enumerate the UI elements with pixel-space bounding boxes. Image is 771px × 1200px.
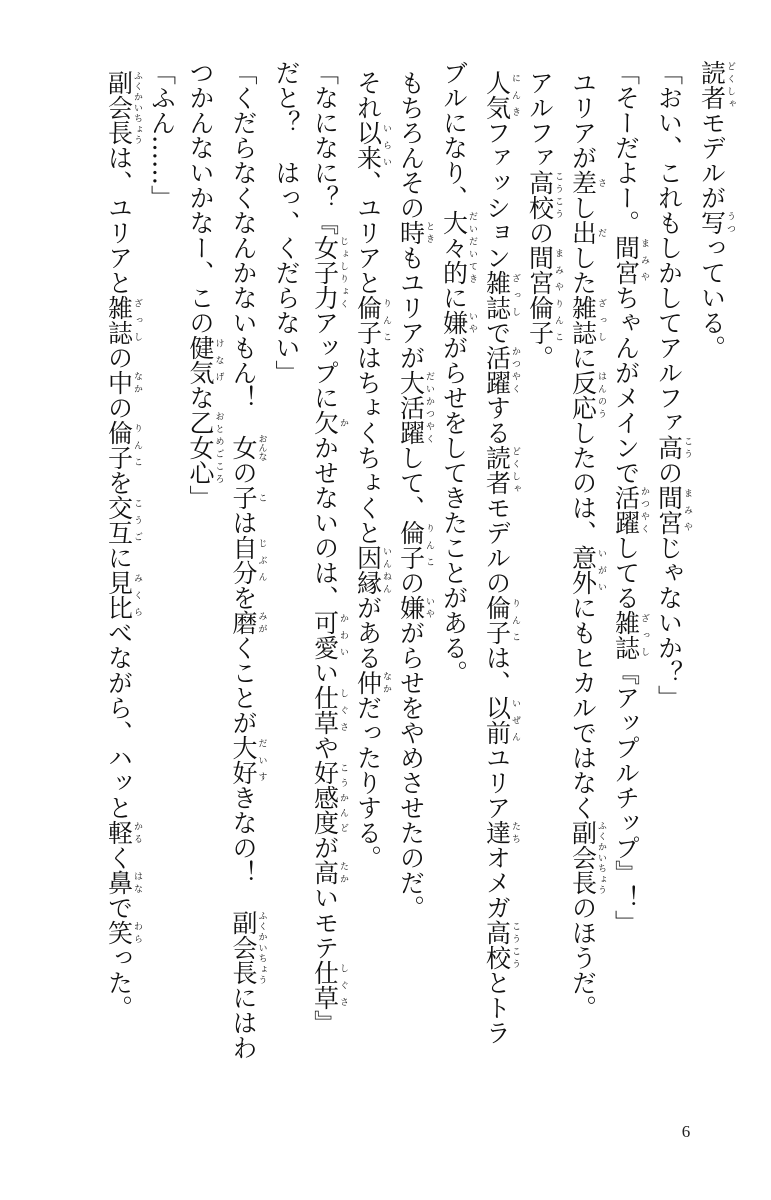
ruby-base: 可愛: [310, 610, 340, 660]
text-run: つかんないかなー、この: [186, 60, 215, 335]
text-run: とトラ: [482, 970, 512, 1045]
text-run: したのは、: [568, 420, 598, 545]
text-run: した: [568, 245, 598, 295]
text-run: 「おい、これもしかしてアルファ: [654, 60, 684, 435]
ruby-reading: りんこ: [510, 595, 520, 645]
text-line: [99, 60, 142, 1080]
ruby-word: [104, 820, 142, 845]
text-run: のほうだ。: [568, 895, 598, 1020]
text-run: 』: [310, 1010, 340, 1035]
text-run: じゃないか？」: [654, 535, 684, 710]
ruby-reading: こうかんど: [338, 760, 348, 835]
ruby-base: 読者: [482, 445, 512, 495]
text-run: ユリア: [482, 745, 512, 820]
ruby-reading: ざっし: [596, 295, 606, 345]
ruby-reading: こう: [682, 435, 692, 460]
ruby-reading: たか: [338, 860, 348, 885]
ruby-reading: だいだいてき: [467, 210, 477, 285]
text-run: に: [439, 285, 469, 310]
ruby-reading: かつやく: [639, 485, 649, 535]
text-run: かせないのは、: [310, 435, 340, 610]
ruby-base: 高: [310, 860, 340, 885]
ruby-word: [229, 610, 267, 635]
ruby-base: 写: [697, 210, 727, 235]
ruby-word: [229, 485, 267, 510]
ruby-reading: まみや: [682, 485, 692, 535]
ruby-word: [568, 545, 606, 595]
ruby-reading: ざっし: [132, 295, 142, 345]
text-run: や: [310, 735, 340, 760]
ruby-word: [482, 920, 520, 970]
text-run: にもヒカルではなく: [568, 595, 598, 820]
ruby-base: 活躍: [611, 485, 641, 535]
ruby-base: 嫌: [439, 310, 469, 335]
ruby-word: [568, 220, 606, 245]
ruby-base: 間宮: [654, 485, 684, 535]
text-run: く: [104, 845, 134, 870]
ruby-word: [310, 860, 348, 885]
ruby-word: [353, 295, 391, 345]
ruby-word: [396, 520, 434, 570]
ruby-base: 反応: [568, 370, 598, 420]
text-line: [520, 60, 563, 1080]
ruby-reading: うつ: [725, 210, 735, 235]
text-line: [477, 60, 520, 1080]
ruby-base: 読者: [697, 60, 727, 110]
ruby-word: [482, 820, 520, 845]
ruby-base: 磨: [229, 610, 258, 635]
text-run: きなの！: [229, 785, 258, 910]
ruby-word: [482, 595, 520, 645]
ruby-base: 仲: [353, 670, 383, 695]
text-run: ちゃんがメインで: [611, 285, 641, 485]
ruby-word: [654, 435, 692, 460]
text-line: [224, 60, 267, 1080]
text-run: の: [229, 460, 258, 485]
ruby-reading: まみやりんこ: [553, 245, 563, 345]
ruby-reading: しぐさ: [338, 960, 348, 1010]
ruby-word: [310, 610, 348, 660]
ruby-base: 意外: [568, 545, 598, 595]
text-run: がらせをやめさせたのだ。: [396, 620, 426, 920]
text-line: [606, 60, 649, 1080]
text-line: [348, 60, 391, 1080]
text-run: はちょくちょくと: [353, 345, 383, 545]
ruby-base: 鼻: [104, 870, 134, 895]
ruby-reading: さ: [596, 170, 606, 195]
text-run: な: [186, 385, 215, 410]
ruby-word: [104, 870, 142, 895]
ruby-base: 間宮倫子: [525, 245, 555, 345]
ruby-word: [104, 920, 142, 945]
ruby-base: 健気: [186, 335, 215, 385]
text-run: 『アップルチップ』！」: [611, 660, 641, 935]
ruby-reading: みくら: [132, 570, 142, 620]
ruby-base: 達: [482, 820, 512, 845]
ruby-base: 倫子: [482, 595, 512, 645]
ruby-reading: ざっし: [510, 270, 520, 320]
ruby-base: 交互: [104, 495, 134, 545]
text-run: 「くだらなくなんかないもん！: [229, 60, 258, 435]
text-run: だったりする。: [353, 695, 383, 870]
ruby-word: [482, 445, 520, 495]
ruby-reading: たち: [510, 820, 520, 845]
ruby-reading: りんこ: [424, 520, 434, 570]
ruby-word: [229, 434, 267, 461]
ruby-word: [104, 495, 142, 545]
text-run: がある: [353, 595, 383, 670]
text-line: [181, 60, 224, 1080]
ruby-reading: なか: [381, 670, 391, 695]
text-run: は: [229, 510, 258, 535]
text-run: ファッション: [482, 120, 512, 270]
ruby-base: 自分: [229, 535, 258, 585]
ruby-base: 嫌: [396, 595, 426, 620]
ruby-base: 副会長: [229, 910, 258, 985]
text-run: に: [568, 345, 598, 370]
text-line: [305, 60, 348, 1080]
text-run: ブルになり、: [439, 60, 469, 210]
ruby-word: [611, 235, 649, 285]
ruby-reading: けなげ: [213, 335, 224, 385]
ruby-reading: かつやく: [510, 345, 520, 395]
ruby-reading: こうこう: [553, 170, 563, 220]
text-run: で: [482, 320, 512, 345]
ruby-reading: どくしゃ: [725, 60, 735, 110]
text-run: アップに: [310, 310, 340, 410]
ruby-reading: まみや: [639, 235, 649, 285]
ruby-base: 雑誌: [104, 295, 134, 345]
ruby-reading: はな: [132, 870, 142, 895]
ruby-word: [525, 170, 563, 220]
text-line: [142, 60, 181, 1080]
ruby-base: 高校: [525, 170, 555, 220]
text-run: の: [104, 345, 134, 370]
text-run: ユリアが: [568, 70, 598, 170]
ruby-word: [104, 420, 142, 470]
ruby-word: [525, 245, 563, 345]
ruby-word: [310, 235, 348, 310]
ruby-reading: にんき: [510, 70, 520, 120]
ruby-word: [568, 295, 606, 345]
ruby-base: 倫子: [396, 520, 426, 570]
text-line: [692, 60, 735, 1080]
ruby-base: 人気: [482, 70, 512, 120]
ruby-base: 女子力: [310, 235, 340, 310]
ruby-word: [310, 760, 348, 835]
ruby-word: [611, 610, 649, 660]
text-run: べながら、ハッと: [104, 620, 134, 820]
ruby-reading: だ: [596, 220, 606, 245]
text-run: の: [396, 570, 426, 595]
ruby-base: 軽: [104, 820, 134, 845]
text-run: する: [482, 395, 512, 445]
ruby-word: [568, 370, 606, 420]
ruby-base: 副会長: [568, 820, 598, 895]
ruby-base: 大々的: [439, 210, 469, 285]
text-run: アルファ: [525, 70, 555, 170]
ruby-reading: いや: [467, 310, 477, 335]
ruby-base: 大好: [229, 735, 258, 785]
ruby-word: [310, 410, 348, 435]
text-run: の: [654, 460, 684, 485]
ruby-reading: ふくかいちょう: [256, 910, 267, 985]
ruby-word: [310, 960, 348, 1010]
text-run: 、ユリアと: [353, 170, 383, 295]
ruby-word: [353, 545, 391, 595]
ruby-base: 因縁: [353, 545, 383, 595]
text-run: 」: [186, 485, 215, 510]
ruby-word: [482, 695, 520, 745]
ruby-base: 時: [396, 220, 426, 245]
ruby-reading: いんねん: [381, 545, 391, 595]
ruby-reading: かる: [132, 820, 142, 845]
text-run: 「そーだよー。: [611, 60, 641, 235]
ruby-word: [396, 595, 434, 620]
ruby-reading: はんのう: [596, 370, 606, 420]
ruby-word: [104, 370, 142, 395]
ruby-reading: いぜん: [510, 695, 520, 745]
ruby-word: [353, 120, 391, 170]
text-run: だと？ はっ、くだらない」: [272, 60, 301, 385]
ruby-base: 雑誌: [568, 295, 598, 345]
text-run: モデルの: [482, 495, 512, 595]
ruby-reading: わら: [132, 920, 142, 945]
ruby-word: [186, 410, 224, 485]
ruby-reading: おんな: [256, 434, 267, 461]
ruby-base: 活躍: [482, 345, 512, 395]
ruby-word: [396, 370, 434, 445]
ruby-word: [104, 295, 142, 345]
ruby-word: [310, 685, 348, 735]
text-run: もちろんその: [396, 70, 426, 220]
ruby-base: 雑誌: [482, 270, 512, 320]
text-run: 。: [525, 345, 555, 370]
ruby-reading: ふくかいちょう: [132, 70, 142, 145]
text-line: [649, 60, 692, 1080]
ruby-reading: どくしゃ: [510, 445, 520, 495]
ruby-base: 見比: [104, 570, 134, 620]
ruby-reading: じょしりょく: [338, 235, 348, 310]
text-run: してる: [611, 535, 641, 610]
ruby-base: 乙女心: [186, 410, 215, 485]
text-run: っている。: [697, 235, 727, 360]
ruby-base: 倫子: [353, 295, 383, 345]
ruby-base: 仕草: [310, 685, 340, 735]
text-run: は、: [482, 645, 512, 695]
text-run: で: [104, 895, 134, 920]
ruby-word: [482, 345, 520, 395]
ruby-word: [104, 70, 142, 145]
ruby-base: 倫子: [104, 420, 134, 470]
text-run: にはわ: [229, 985, 258, 1060]
text-run: して、: [396, 445, 426, 520]
ruby-word: [568, 820, 606, 895]
ruby-base: 高: [654, 435, 684, 460]
ruby-word: [396, 220, 434, 245]
ruby-base: 差: [568, 170, 598, 195]
ruby-word: [611, 485, 649, 535]
ruby-word: [439, 310, 477, 335]
ruby-reading: りんこ: [132, 420, 142, 470]
ruby-reading: だいかつやく: [424, 370, 434, 445]
ruby-reading: こ: [256, 485, 267, 510]
text-run: オメガ: [482, 845, 512, 920]
ruby-base: 以前: [482, 695, 512, 745]
ruby-word: [482, 70, 520, 120]
text-run: った。: [104, 945, 134, 1020]
ruby-base: 笑: [104, 920, 134, 945]
text-run: に: [104, 545, 134, 570]
ruby-base: 雑誌: [611, 610, 641, 660]
ruby-base: 以来: [353, 120, 383, 170]
ruby-word: [353, 670, 391, 695]
ruby-reading: ざっし: [639, 610, 649, 660]
page-number: 6: [681, 1122, 691, 1141]
text-run: 「なになに？『: [310, 60, 340, 235]
ruby-word: [697, 60, 735, 110]
text-run: は、ユリアと: [104, 145, 134, 295]
ruby-word: [186, 335, 224, 385]
ruby-reading: かわい: [338, 610, 348, 660]
ruby-reading: じぶん: [256, 535, 267, 585]
text-run: モデルが: [697, 110, 727, 210]
ruby-reading: なか: [132, 370, 142, 395]
ruby-base: 仕草: [310, 960, 340, 1010]
ruby-reading: とき: [424, 220, 434, 245]
ruby-reading: こうこう: [510, 920, 520, 970]
text-line: [391, 60, 434, 1080]
ruby-word: [439, 210, 477, 285]
ruby-base: 大活躍: [396, 370, 426, 445]
ruby-reading: おとめごころ: [213, 410, 224, 485]
ruby-reading: りんこ: [381, 295, 391, 345]
text-run: し: [568, 195, 598, 220]
ruby-reading: いらい: [381, 120, 391, 170]
ruby-reading: ふくかいちょう: [596, 820, 606, 895]
ruby-base: 女: [229, 434, 258, 461]
ruby-word: [229, 535, 267, 585]
ruby-word: [697, 210, 735, 235]
ruby-reading: か: [338, 410, 348, 435]
ruby-reading: しぐさ: [338, 685, 348, 735]
text-line: [267, 60, 306, 1080]
ruby-reading: こうご: [132, 495, 142, 545]
text-run: の: [525, 220, 555, 245]
ruby-base: 高校: [482, 920, 512, 970]
text-run: が: [310, 835, 340, 860]
text-run: を: [104, 470, 134, 495]
ruby-base: 好感度: [310, 760, 340, 835]
ruby-base: 副会長: [104, 70, 134, 145]
ruby-base: 間宮: [611, 235, 641, 285]
ruby-word: [104, 570, 142, 620]
text-run: くことが: [229, 635, 258, 735]
text-line: [434, 60, 477, 1080]
ruby-base: 子: [229, 485, 258, 510]
text-run: い: [310, 660, 340, 685]
ruby-base: 欠: [310, 410, 340, 435]
ruby-word: [229, 735, 267, 785]
text-run: もユリアが: [396, 245, 426, 370]
ruby-reading: だいす: [256, 735, 267, 785]
ruby-reading: いがい: [596, 545, 606, 595]
ruby-base: 出: [568, 220, 598, 245]
text-run: 「ふん……」: [147, 60, 177, 210]
ruby-word: [654, 485, 692, 535]
text-run: いモテ: [310, 885, 340, 960]
text-run: それ: [353, 70, 383, 120]
text-run: がらせをしてきたことがある。: [439, 335, 469, 685]
ruby-word: [229, 910, 267, 985]
ruby-reading: いや: [424, 595, 434, 620]
ruby-word: [568, 170, 606, 195]
text-run: の: [104, 395, 134, 420]
ruby-reading: みが: [256, 610, 267, 635]
text-line: [563, 60, 606, 1080]
text-run: を: [229, 585, 258, 610]
ruby-base: 中: [104, 370, 134, 395]
vertical-text-body: [99, 60, 735, 1080]
ruby-word: [482, 270, 520, 320]
